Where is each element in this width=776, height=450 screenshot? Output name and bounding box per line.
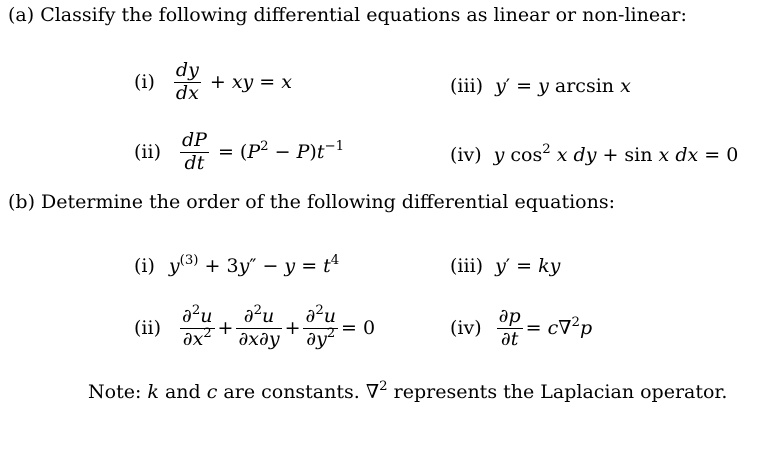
part-b-heading: (b) Determine the order of the following differential equations: xyxy=(8,191,616,213)
item-label: (iii) xyxy=(450,255,484,277)
part-b-item-ii: (ii) $\frac{\partial^2u}{\partial x^2}$ + $\frac{\partial^2u}{\partial x\partial y}$ + $\frac{\partial^2u}{\partial y^2}$ = 0 xyxy=(134,303,376,350)
equation: y′ = y arcsin x xyxy=(495,75,631,97)
equation: y $\cos^2 x$ dy + sin x dx = 0 xyxy=(493,142,739,166)
item-label: (ii) xyxy=(134,317,161,340)
item-label: (ii) xyxy=(134,141,161,164)
equation-rest: = $(P^2 - P)t^{-1}$ xyxy=(211,139,345,164)
equation: y′ = ky xyxy=(495,255,561,277)
equation-rest: + xy = x xyxy=(203,71,292,94)
fraction-dy-dx: $\frac{dy}{dx}$ xyxy=(175,59,199,104)
part-b-item-iii xyxy=(450,255,560,277)
item-label: (iii) xyxy=(450,75,484,97)
part-a-item-iii xyxy=(450,75,631,97)
part-a-item-iv xyxy=(450,144,738,166)
equation: $y^{(3)} + 3y'' - y = t^4$ xyxy=(168,253,340,277)
item-label: (iv) xyxy=(450,317,482,340)
part-a-item-ii xyxy=(134,130,344,175)
nabla-symbol: ∇ xyxy=(365,381,380,403)
item-label: (i) xyxy=(134,71,155,94)
part-b-item-iv: (iv) $\frac{\partial p}{\partial t}$ = c∇$^2$p xyxy=(450,305,593,350)
item-label: (i) xyxy=(134,255,155,277)
item-label: (iv) xyxy=(450,144,482,166)
fraction-d2u-dxdy: $\frac{\partial^2u}{\partial x\partial y}$ xyxy=(238,303,280,350)
fraction-dP-dt: $\frac{dP}{dt}$ xyxy=(181,129,207,174)
part-b-item-i xyxy=(134,255,339,277)
note: Note: k and c are constants. ∇$^2$ represents the Laplacian operator. xyxy=(88,379,728,403)
part-a-item-i xyxy=(134,60,292,105)
fraction-d2u-dy2: $\frac{\partial^2u}{\partial y^2}$ xyxy=(305,303,337,350)
part-a-heading: (a) Classify the following differential equations as linear or non-linear: xyxy=(8,4,687,26)
fraction-dp-dt: $\frac{\partial p}{\partial t}$ xyxy=(498,305,521,350)
fraction-d2u-dx2: $\frac{\partial^2u}{\partial x^2}$ xyxy=(181,303,213,350)
